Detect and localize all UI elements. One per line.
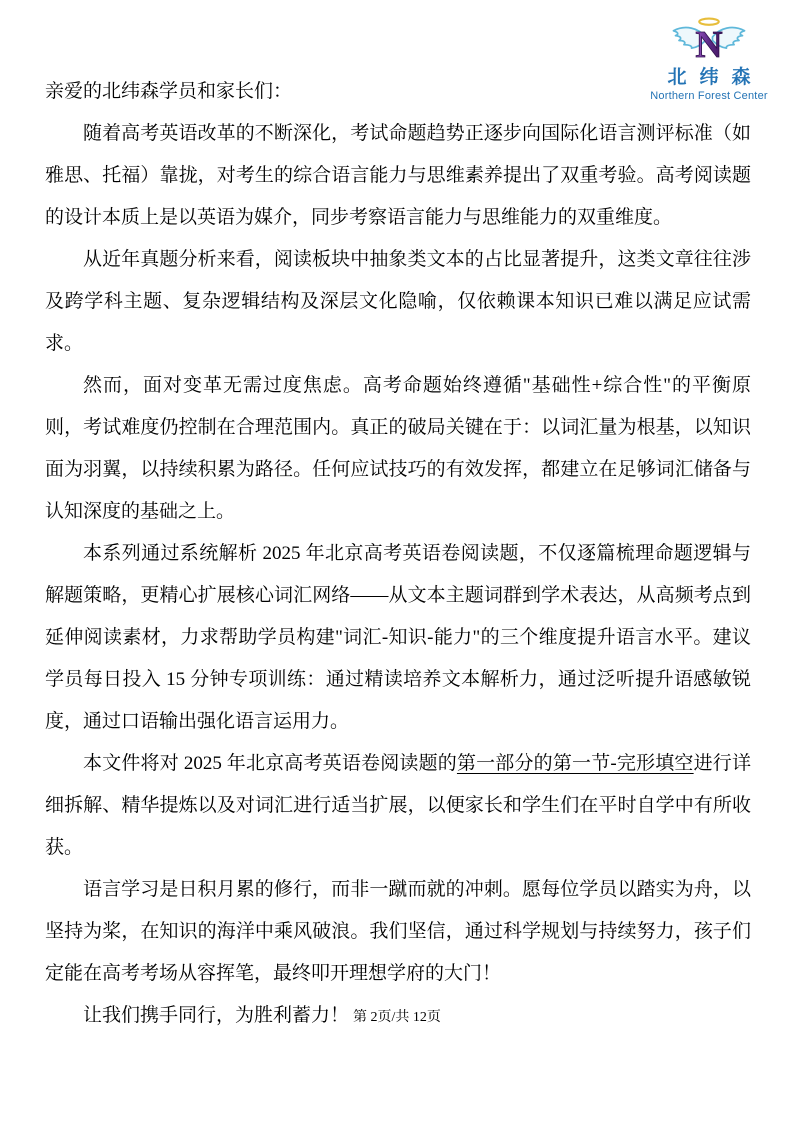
- logo-emblem-icon: [667, 14, 751, 67]
- paragraph-1: 随着高考英语改革的不断深化，考试命题趋势正逐步向国际化语言测评标准（如雅思、托福）靠拢，对考生的综合语言能力与思维素养提出了双重考验。高考阅读题的设计本质上是以英语为媒介，同步考察语言能力与思维能力的双重维度。: [45, 123, 751, 228]
- salutation: 亲爱的北纬森学员和家长们：: [45, 81, 293, 102]
- paragraph-7: 让我们携手同行，为胜利蓄力！: [83, 1005, 350, 1026]
- paragraph-4: 本系列通过系统解析 2025 年北京高考英语卷阅读题，不仅逐篇梳理命题逻辑与解题策略，更精心扩展核心词汇网络——从文本主题词群到学术表达，从高频考点到延伸阅读素材，力求帮助学员构建"词汇-知识-能力"的三个维度提升语言水平。建议学员每日投入 15 分钟专项训练：通过精读培养文本解析力，通过泛听提升语感敏锐度，通过口语输出强化语言运用力。: [45, 543, 751, 732]
- page-number: 第 2页/共 12页: [353, 1010, 441, 1025]
- logo-org-name-en: Northern Forest Center: [650, 90, 768, 102]
- paragraph-5: [45, 743, 751, 869]
- paragraph-6: 语言学习是日积月累的修行，而非一蹴而就的冲刺。愿每位学员以踏实为舟，以坚持为桨，在知识的海洋中乘风破浪。我们坚信，通过科学规划与持续努力，孩子们定能在高考考场从容挥笔，最终叩开理想学府的大门！: [45, 879, 751, 984]
- paragraph-2: 从近年真题分析来看，阅读板块中抽象类文本的占比显著提升，这类文章往往涉及跨学科主题、复杂逻辑结构及深层文化隐喻，仅依赖课本知识已难以满足应试需求。: [45, 249, 751, 354]
- letter-body: [45, 71, 751, 1037]
- paragraph-3: 然而，面对变革无需过度焦虑。高考命题始终遵循"基础性+综合性"的平衡原则，考试难度仍控制在合理范围内。真正的破局关键在于：以词汇量为根基，以知识面为羽翼，以持续积累为路径。任何应试技巧的有效发挥，都建立在足够词汇储备与认知深度的基础之上。: [45, 375, 751, 522]
- paragraph-5-underlined-text: 第一部分的第一节-完形填空: [456, 753, 694, 774]
- logo-monogram: N: [695, 24, 723, 67]
- paragraph-5-before: 本文件将对 2025 年北京高考英语卷阅读题的: [83, 753, 457, 774]
- paragraph-5-after: 进行详细拆解、精华提炼以及对词汇进行适当扩展，以便家长和学生们在平时自学中有所收获。: [45, 753, 751, 858]
- logo-org-name-cn: 北纬森: [667, 67, 764, 88]
